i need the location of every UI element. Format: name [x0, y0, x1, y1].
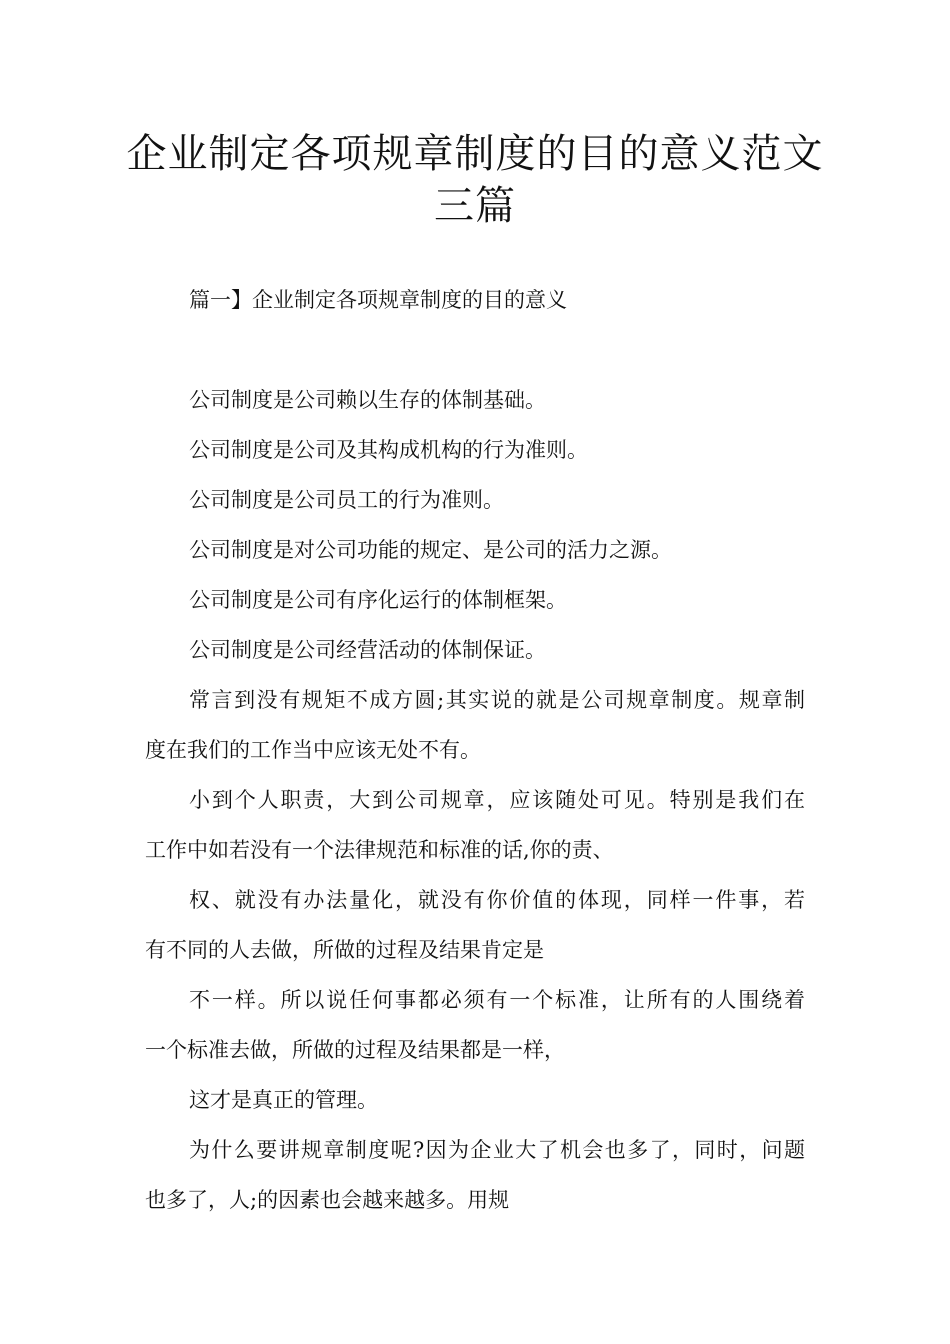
- document-title-line-1: 企业制定各项规章制度的目的意义范文: [126, 131, 824, 177]
- paragraph-line: 公司制度是对公司功能的规定、是公司的活力之源。: [189, 538, 672, 562]
- paragraph-line: 小到个人职责，大到公司规章，应该随处可见。特别是我们在: [189, 788, 805, 812]
- paragraph-line: 工作中如若没有一个法律规范和标准的话,你的责、: [145, 838, 614, 862]
- paragraph-line: 也多了，人;的因素也会越来越多。用规: [145, 1188, 510, 1212]
- paragraph-line: 这才是真正的管理。: [189, 1088, 378, 1112]
- paragraph-line: 为什么要讲规章制度呢?因为企业大了机会也多了，同时，问题: [189, 1138, 805, 1162]
- paragraph-line: 公司制度是公司及其构成机构的行为准则。: [189, 438, 588, 462]
- paragraph-line: 公司制度是公司赖以生存的体制基础。: [189, 388, 546, 412]
- paragraph-line: 常言到没有规矩不成方圆;其实说的就是公司规章制度。规章制: [189, 688, 805, 712]
- section-heading: 篇一】企业制定各项规章制度的目的意义: [189, 288, 567, 312]
- paragraph-line: 不一样。所以说任何事都必须有一个标准，让所有的人围绕着: [189, 988, 805, 1012]
- paragraph-line: 一个标准去做，所做的过程及结果都是一样，: [145, 1038, 565, 1062]
- document-title-line-2: 三篇: [434, 183, 516, 229]
- paragraph-line: 度在我们的工作当中应该无处不有。: [145, 738, 481, 762]
- paragraph-line: 公司制度是公司经营活动的体制保证。: [189, 638, 546, 662]
- paragraph-line: 有不同的人去做，所做的过程及结果肯定是: [145, 938, 544, 962]
- paragraph-line: 权、就没有办法量化，就没有你价值的体现，同样一件事，若: [189, 888, 805, 912]
- paragraph-line: 公司制度是公司员工的行为准则。: [189, 488, 504, 512]
- paragraph-line: 公司制度是公司有序化运行的体制框架。: [189, 588, 567, 612]
